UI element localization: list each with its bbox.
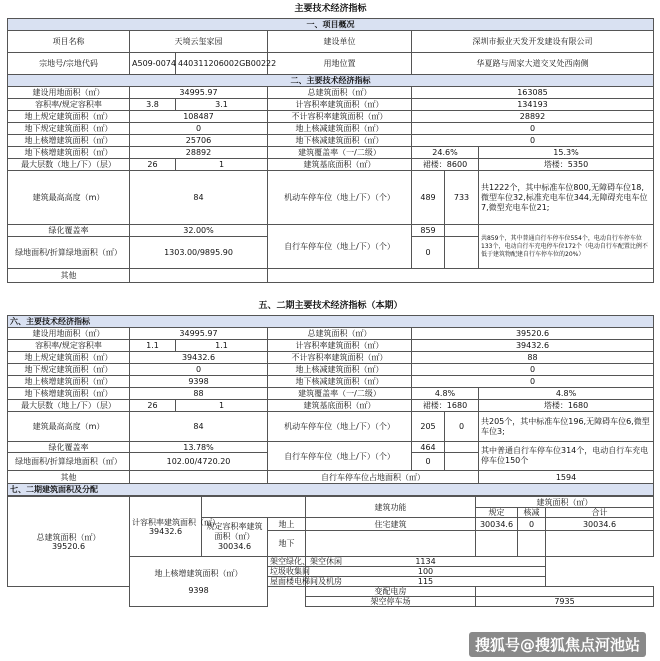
value-cell: 0	[412, 237, 445, 269]
value-cell: 39520.6	[412, 328, 654, 340]
label-cell: 绿地面积/折算绿地面积（㎡）	[8, 453, 130, 471]
value-cell: 1.1	[176, 340, 268, 352]
value-cell: 0	[412, 453, 445, 471]
value-cell: 24.6%	[412, 147, 479, 159]
value-cell: 205	[412, 412, 445, 442]
value-cell	[445, 237, 479, 269]
label-cell: 不计容积率建筑面积（㎡）	[268, 352, 412, 364]
value-cell: 0	[412, 135, 654, 147]
value-cell	[130, 471, 268, 484]
value-cell: 84	[130, 171, 268, 225]
value-cell: 84	[130, 412, 268, 442]
value-cell: 15.3%	[479, 147, 654, 159]
value-cell: 30034.6	[546, 518, 654, 531]
value-cell: 34995.97	[130, 328, 268, 340]
label-cell: 项目名称	[8, 31, 130, 53]
core-increase-label: 地上核增建筑面积（㎡）	[154, 568, 243, 578]
value-cell: 100	[306, 567, 546, 577]
blank-cell	[8, 587, 130, 597]
value-cell: 26	[130, 400, 176, 412]
below-label: 地下	[268, 531, 306, 557]
section-heading: 一、项目概况	[8, 19, 654, 31]
value-cell: 88	[130, 388, 268, 400]
value-cell: 733	[445, 171, 479, 225]
far-area-label: 计容积率建筑面积（㎡）	[132, 517, 220, 527]
function-cell: 垃圾收集间	[268, 567, 306, 577]
value-cell: 1134	[306, 557, 546, 567]
blank-cell	[268, 587, 306, 597]
value-cell: 115	[306, 577, 546, 587]
label-cell: 地下规定建筑面积（㎡）	[8, 364, 130, 376]
value-cell: 裙楼：8600	[412, 159, 479, 171]
value-cell: 26	[130, 159, 176, 171]
spacer	[0, 283, 660, 297]
value-cell	[476, 587, 654, 597]
note-cell: 其中普通自行车停车位314个，电动自行车充电停车位150个	[479, 442, 654, 471]
label-cell: 机动车停车位（地上/下）（个）	[268, 412, 412, 442]
label-cell: 自行车停车位（地上/下）（个）	[268, 225, 412, 269]
value-cell: 1594	[479, 471, 654, 484]
label-cell: 建筑覆盖率（一/二级）	[268, 388, 412, 400]
value-cell: 102.00/4720.20	[130, 453, 268, 471]
label-cell: 地上核减建筑面积（㎡）	[268, 364, 412, 376]
area-distribution-table	[7, 496, 654, 607]
note-cell: 共1222个，其中标准车位800,无障碍车位18,微型车位32,标准充电车位344,无障碍充电车位7,微型充电车位21;	[479, 171, 654, 225]
label-cell: 最大层数（地上/下）（层）	[8, 159, 130, 171]
label-cell: 其他	[8, 471, 130, 484]
label-cell: 容积率/规定容积率	[8, 340, 130, 352]
label-cell: 总建筑面积（㎡）	[268, 328, 412, 340]
note-cell: 共205个，其中标准车位196,无障碍车位6,微型车位3;	[479, 412, 654, 442]
value-cell: 39432.6	[412, 340, 654, 352]
blank-cell	[8, 597, 130, 607]
value-cell: 0	[412, 364, 654, 376]
value-cell: 裙楼：1680	[412, 400, 479, 412]
value-cell: 134193	[412, 99, 654, 111]
function-cell: 架空绿化、架空休闲	[268, 557, 306, 567]
rule-far-value: 30034.6	[217, 542, 252, 551]
label-cell: 建筑基底面积（㎡）	[268, 159, 412, 171]
value-cell: 华夏路与周家大道交叉处西南侧	[412, 53, 654, 75]
far-area-cell	[130, 497, 220, 557]
label-cell: 不计容积率建筑面积（㎡）	[268, 111, 412, 123]
label-cell: 自行车停车位占地面积（㎡）	[268, 471, 479, 484]
value-cell: 32.00%	[130, 225, 268, 237]
value-cell: 88	[412, 352, 654, 364]
rule-far-label: 规定容积率建筑面积（㎡）	[206, 522, 263, 541]
value-cell: 464	[412, 442, 445, 453]
value-cell	[445, 225, 479, 237]
watermark: 搜狐号@搜狐焦点河池站	[469, 632, 646, 657]
value-cell: 28892	[130, 147, 268, 159]
label-cell: 最大层数（地上/下）（层）	[8, 400, 130, 412]
total-area-label: 总建筑面积（㎡）	[36, 532, 101, 542]
label-cell: 建筑最高高度（m）	[8, 171, 130, 225]
value-cell	[445, 442, 479, 453]
value-cell	[518, 531, 546, 557]
label-cell: 建筑基底面积（㎡）	[268, 400, 412, 412]
total-area-value: 39520.6	[51, 541, 86, 551]
label-cell: 建筑覆盖率（一/二级）	[268, 147, 412, 159]
phase2-indicator-table	[7, 297, 654, 496]
label-cell: 地上规定建筑面积（㎡）	[8, 111, 130, 123]
table-title: 五、二期主要技术经济指标（本期）	[8, 297, 654, 316]
core-increase-value: 9398	[188, 585, 209, 595]
function-cell: 架空停车场	[306, 597, 476, 607]
value-cell: 0	[412, 123, 654, 135]
blank-cell	[268, 597, 306, 607]
col-header: 合计	[546, 508, 654, 518]
label-cell: 绿地面积/折算绿地面积（㎡）	[8, 237, 130, 269]
value-cell: 0	[130, 364, 268, 376]
note-cell: 共859个，其中普通自行车停车位554个，电动自行车停车位133个，电动自行车充电停车位172个（电动自行车配置比例不低于建筑物配建自行车停车位的20%）	[479, 225, 654, 269]
function-cell: 住宅建筑	[306, 518, 476, 531]
label-cell: 建筑最高高度（m）	[8, 412, 130, 442]
core-increase-cell	[130, 557, 268, 607]
label-cell: 容积率/规定容积率	[8, 99, 130, 111]
value-cell: 塔楼：1680	[479, 400, 654, 412]
value-cell: 859	[412, 225, 445, 237]
label-cell: 总建筑面积（㎡）	[268, 87, 412, 99]
value-cell	[130, 269, 268, 283]
value-cell: 1	[176, 159, 268, 171]
label-cell: 地上核增建筑面积（㎡）	[8, 376, 130, 388]
value-cell: 163085	[412, 87, 654, 99]
label-cell: 绿化覆盖率	[8, 442, 130, 453]
value-cell: 34995.97	[130, 87, 268, 99]
value-cell: 28892	[412, 111, 654, 123]
blank-cell	[202, 497, 306, 518]
value-cell	[268, 269, 654, 283]
value-cell: 25706	[130, 135, 268, 147]
section-heading: 二、主要技术经济指标	[8, 75, 654, 87]
value-cell: 489	[412, 171, 445, 225]
value-cell: 0	[412, 376, 654, 388]
function-cell	[306, 531, 476, 557]
label-cell: 计容积率建筑面积（㎡）	[268, 99, 412, 111]
value-cell: 9398	[130, 376, 268, 388]
label-cell: 建设单位	[268, 31, 412, 53]
value-cell: 深圳市振业天发开发建设有限公司	[412, 31, 654, 53]
label-cell: 用地位置	[268, 53, 412, 75]
value-cell: 1303.00/9895.90	[130, 237, 268, 269]
label-cell: 地下核减建筑面积（㎡）	[268, 376, 412, 388]
value-cell: 1	[176, 400, 268, 412]
function-cell: 变配电房	[306, 587, 476, 597]
value-cell: 4.8%	[479, 388, 654, 400]
value-cell: 108487	[130, 111, 268, 123]
value-cell: 7935	[476, 597, 654, 607]
label-cell: 机动车停车位（地上/下）（个）	[268, 171, 412, 225]
table-title: 主要技术经济指标	[8, 0, 654, 19]
value-cell: 天境云玺家园	[130, 31, 268, 53]
section-heading: 七、二期建筑面积及分配	[8, 484, 654, 496]
value-cell: 0	[518, 518, 546, 531]
value-cell: 30034.6	[476, 518, 518, 531]
area-header: 建筑面积（㎡）	[476, 497, 654, 508]
label-cell: 绿化覆盖率	[8, 225, 130, 237]
value-cell: 塔楼：5350	[479, 159, 654, 171]
far-area-value: 39432.6	[148, 526, 183, 536]
value-cell: 3.8	[130, 99, 176, 111]
col-header: 规定	[476, 508, 518, 518]
value-cell: 39432.6	[130, 352, 268, 364]
value-cell: 1.1	[130, 340, 176, 352]
label-cell: 地下核增建筑面积（㎡）	[8, 147, 130, 159]
label-cell: 地下核增建筑面积（㎡）	[8, 388, 130, 400]
col-header: 核减	[518, 508, 546, 518]
label-cell: 地下规定建筑面积（㎡）	[8, 123, 130, 135]
value-cell	[445, 453, 479, 471]
value-cell: 0	[130, 123, 268, 135]
value-cell	[476, 531, 518, 557]
value-cell: A509-0074	[130, 53, 176, 75]
above-label: 地上	[268, 518, 306, 531]
total-area-cell	[8, 497, 130, 587]
function-cell: 屋面楼电梯间及机房	[268, 577, 306, 587]
label-cell: 宗地号/宗地代码	[8, 53, 130, 75]
label-cell: 自行车停车位（地上/下）（个）	[268, 442, 412, 471]
value-cell: 3.1	[176, 99, 268, 111]
main-indicator-table	[7, 0, 654, 283]
label-cell: 其他	[8, 269, 130, 283]
value-cell: 0	[445, 412, 479, 442]
value-cell: 440311206002GB00222	[176, 53, 268, 75]
label-cell: 计容积率建筑面积（㎡）	[268, 340, 412, 352]
value-cell: 4.8%	[412, 388, 479, 400]
label-cell: 建设用地面积（㎡）	[8, 328, 130, 340]
label-cell: 地下核减建筑面积（㎡）	[268, 135, 412, 147]
value-cell	[546, 531, 654, 557]
function-header: 建筑功能	[306, 497, 476, 518]
label-cell: 地上核增建筑面积（㎡）	[8, 135, 130, 147]
label-cell: 地上规定建筑面积（㎡）	[8, 352, 130, 364]
label-cell: 建设用地面积（㎡）	[8, 87, 130, 99]
rule-far-cell	[202, 518, 268, 557]
label-cell: 地上核减建筑面积（㎡）	[268, 123, 412, 135]
section-heading: 六、主要技术经济指标	[8, 316, 654, 328]
value-cell: 13.78%	[130, 442, 268, 453]
